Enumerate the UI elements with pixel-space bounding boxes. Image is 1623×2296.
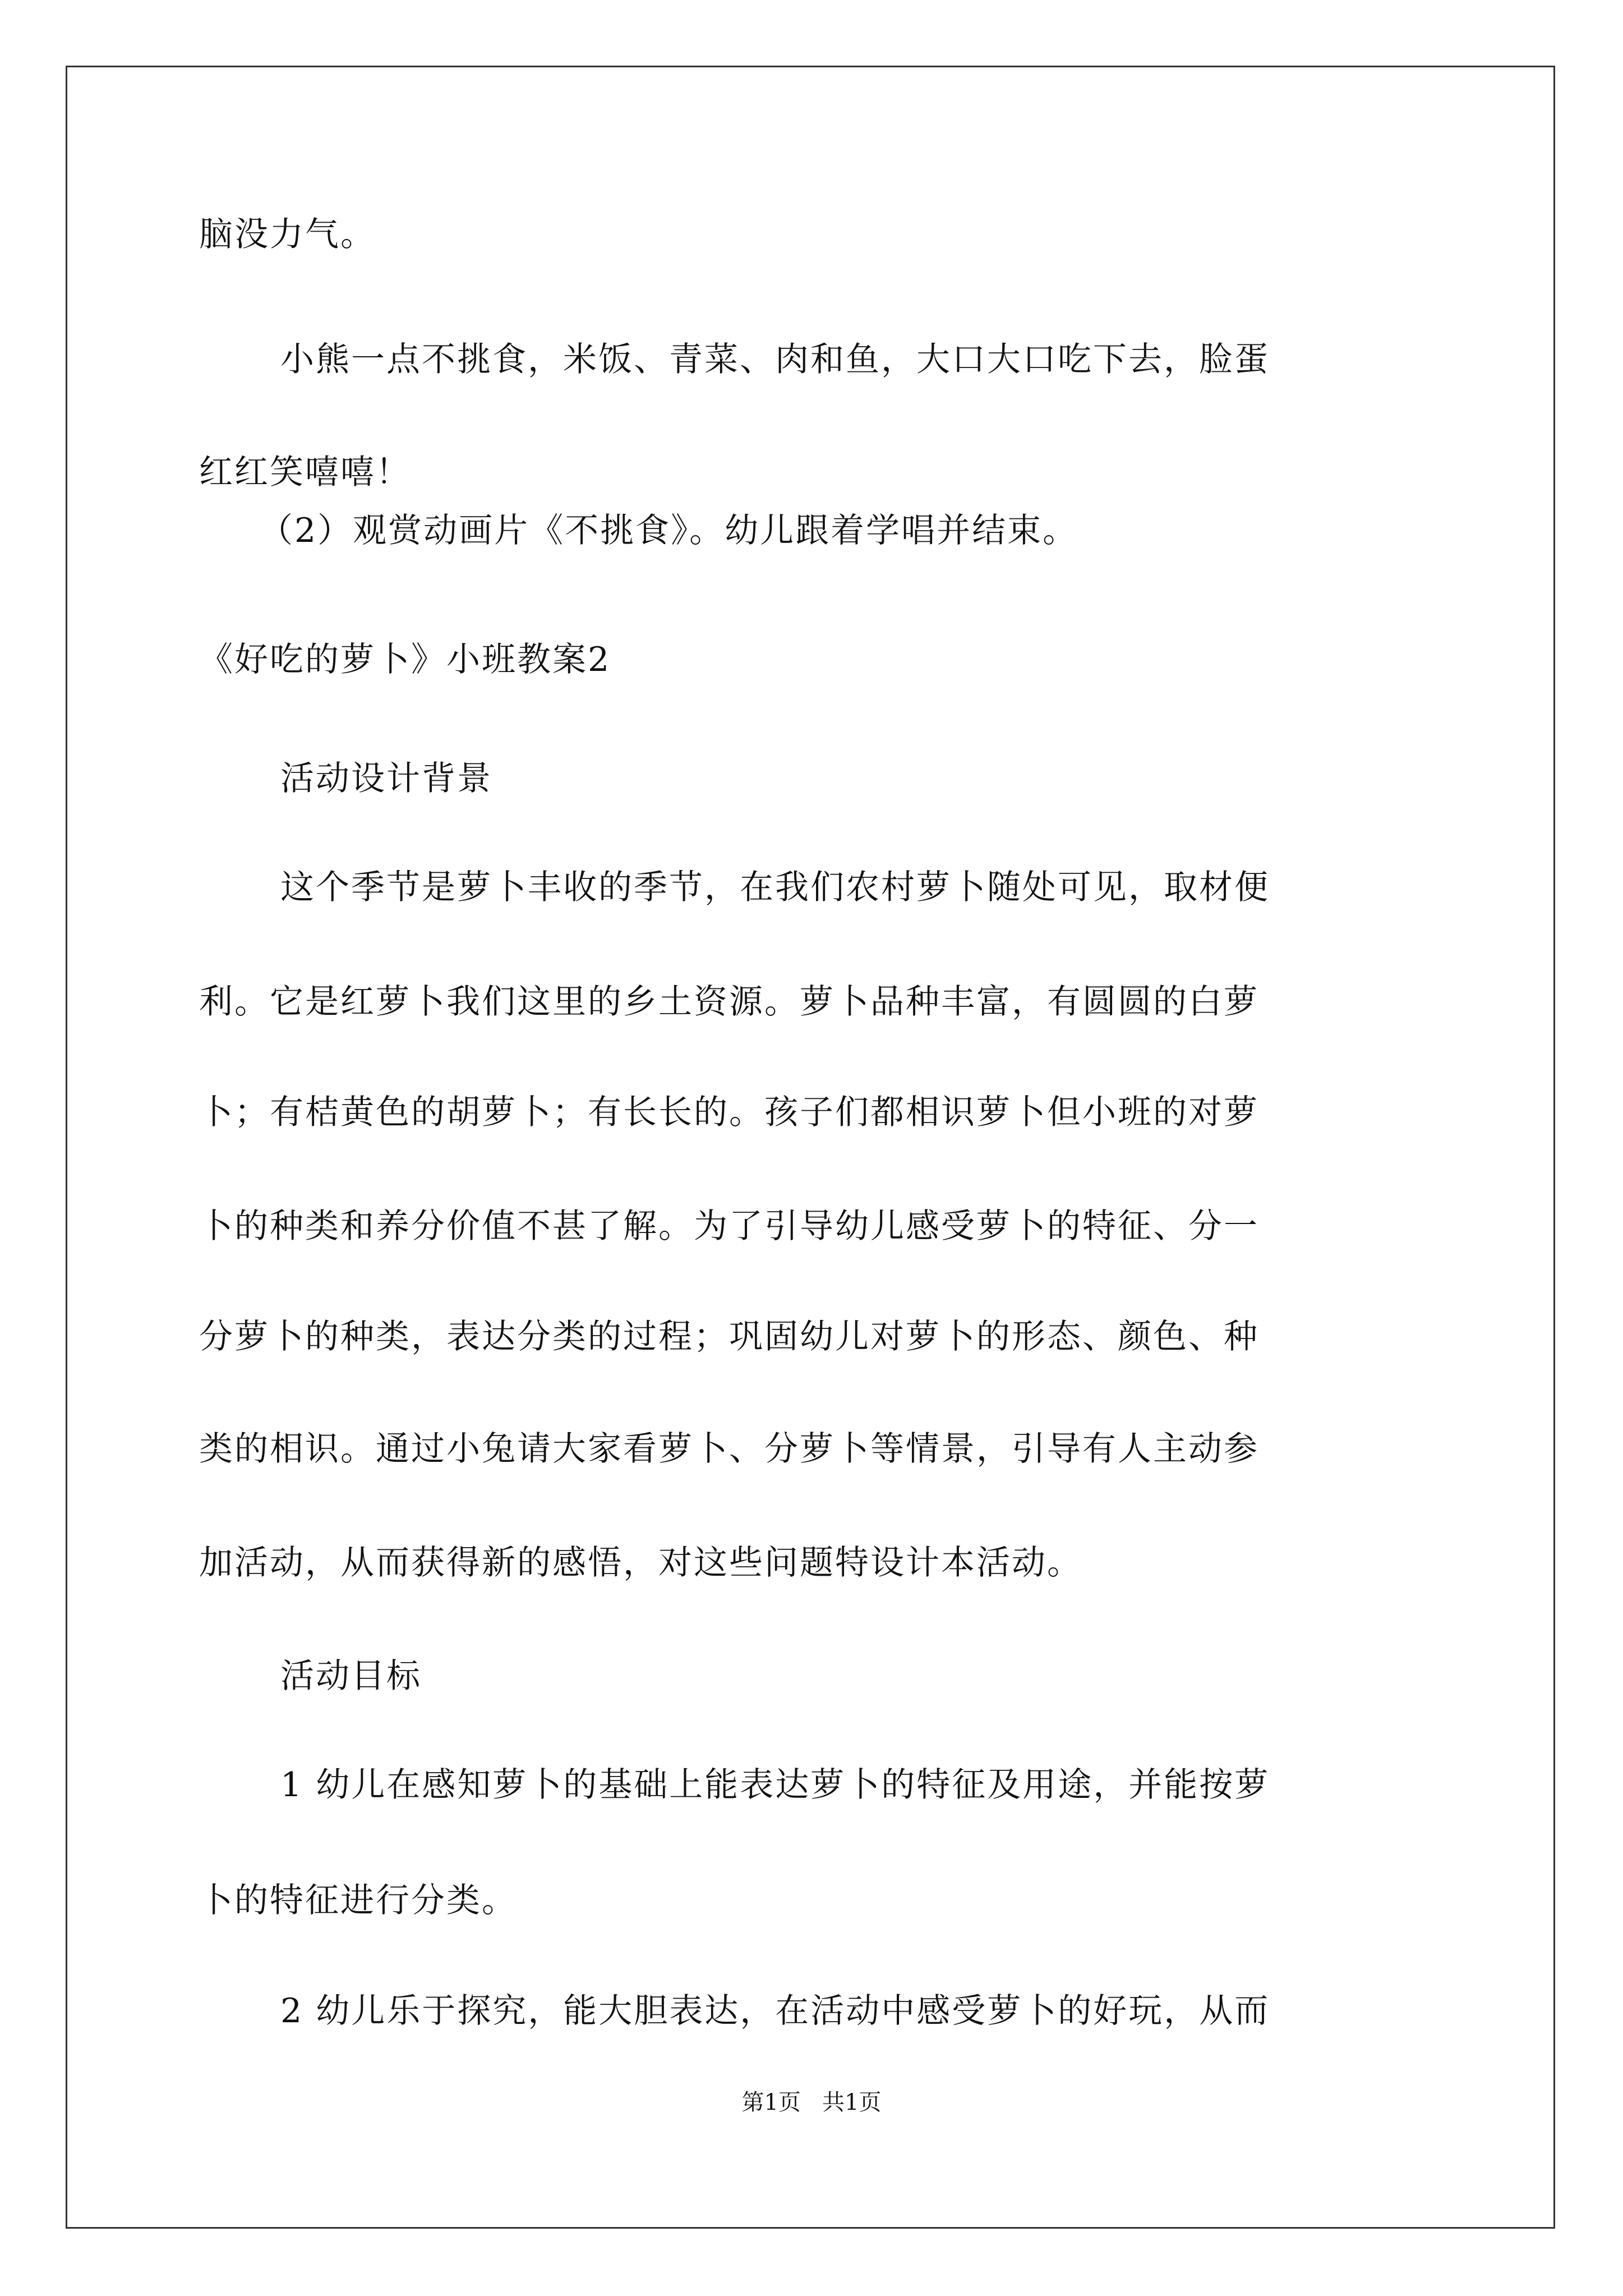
- text-line: 卜；有桔黄色的胡萝卜；有长长的。孩子们都相识萝卜但小班的对萝: [199, 1093, 1259, 1132]
- subheading: 活动设计背景: [280, 759, 492, 798]
- text-line: 红红笑嘻嘻！: [199, 453, 411, 492]
- text-line: 小熊一点不挑食，米饭、青菜、肉和鱼，大口大口吃下去，脸蛋: [280, 340, 1270, 379]
- text-line: （2）观赏动画片《不挑食》。幼儿跟着学唱并结束。: [259, 511, 1078, 550]
- text-line: 卜的种类和养分价值不甚了解。为了引导幼儿感受萝卜的特征、分一: [199, 1207, 1259, 1246]
- text-line: 利。它是红萝卜我们这里的乡土资源。萝卜品种丰富，有圆圆的白萝: [199, 982, 1259, 1022]
- text-line: 这个季节是萝卜丰收的季节，在我们农村萝卜随处可见，取材便: [280, 868, 1270, 907]
- text-line: 卜的特征进行分类。: [199, 1881, 517, 1920]
- page-number-footer: 第1页 共1页: [741, 2090, 882, 2115]
- subheading: 活动目标: [280, 1657, 422, 1696]
- text-line: 类的相识。通过小兔请大家看萝卜、分萝卜等情景，引导有人主动参: [199, 1429, 1259, 1469]
- text-line: 2 幼儿乐于探究，能大胆表达，在活动中感受萝卜的好玩，从而: [280, 1991, 1270, 2031]
- text-line: 分萝卜的种类，表达分类的过程；巩固幼儿对萝卜的形态、颜色、种: [199, 1317, 1259, 1356]
- text-line: 1 幼儿在感知萝卜的基础上能表达萝卜的特征及用途，并能按萝: [280, 1765, 1270, 1805]
- text-line: 脑没力气。: [199, 215, 376, 254]
- text-line: 加活动，从而获得新的感悟，对这些问题特设计本活动。: [199, 1543, 1082, 1582]
- section-title: 《好吃的萝卜》小班教案2: [199, 640, 611, 679]
